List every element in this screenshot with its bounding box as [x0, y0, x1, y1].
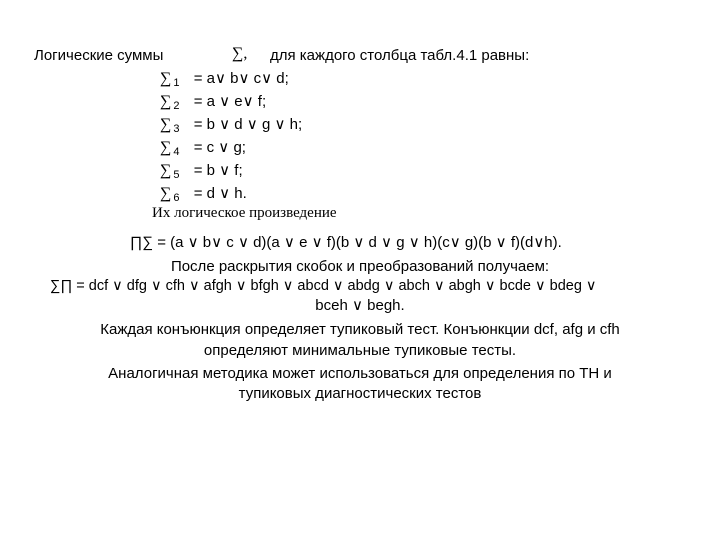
conjunction-line-2: определяют минимальные тупиковые тесты.	[203, 342, 517, 359]
sum-index: 3	[173, 123, 180, 135]
intro-suffix: для каждого столбца табл.4.1 равны:	[270, 47, 530, 64]
sum-expression: = d ∨ h.	[193, 185, 247, 202]
sum-expression: = b ∨ d ∨ g ∨ h;	[193, 116, 303, 133]
sum-symbol: ∑	[160, 93, 172, 110]
sum-row-1	[160, 70, 291, 89]
conjunction-line-1: Каждая конъюнкция определяет тупиковый тест. Конъюнкции dcf, afg и cfh	[100, 321, 620, 338]
sum-index: 5	[173, 169, 180, 181]
sum-index: 4	[173, 146, 180, 158]
sum-row-4	[160, 139, 248, 158]
sum-row-6	[160, 185, 249, 204]
product-label: Их логическое произведение	[152, 205, 337, 221]
sum-index: 2	[173, 100, 180, 112]
product-formula: ∏∑ = (a ∨ b∨ c ∨ d)(a ∨ e ∨ f)(b ∨ d ∨ g ∨ h)(c∨ g)(b ∨ f)(d∨h).	[130, 234, 562, 251]
sum-expression: = a∨ b∨ c∨ d;	[193, 70, 289, 87]
sum-expression: = b ∨ f;	[193, 162, 243, 179]
sum-symbol: ∑	[160, 162, 172, 179]
after-expansion-text: После раскрытия скобок и преобразований получаем:	[170, 258, 550, 275]
sum-expression: = a ∨ e∨ f;	[193, 93, 267, 110]
result-line-1: ∑∏ = dcf ∨ dfg ∨ cfh ∨ afgh ∨ bfgh ∨ abcd ∨ abdg ∨ abch ∨ abgh ∨ bcde ∨ bdeg ∨	[50, 278, 597, 294]
sigma-symbol: ∑,	[232, 45, 248, 62]
method-line-2: тупиковых диагностических тестов	[238, 385, 482, 402]
sum-index: 6	[173, 192, 180, 204]
sum-index: 1	[173, 77, 180, 89]
intro-prefix: Логические суммы	[34, 47, 164, 64]
result-line-2: bceh ∨ begh.	[315, 297, 405, 314]
sum-symbol: ∑	[160, 70, 172, 87]
sum-row-2	[160, 93, 268, 112]
sum-expression: = c ∨ g;	[193, 139, 246, 156]
sum-symbol: ∑	[160, 139, 172, 156]
sum-symbol: ∑	[160, 116, 172, 133]
sum-row-5	[160, 162, 245, 181]
sum-symbol: ∑	[160, 185, 172, 202]
method-line-1: Аналогичная методика может использоваться для определения по ТН и	[108, 365, 612, 382]
sum-row-3	[160, 116, 304, 135]
